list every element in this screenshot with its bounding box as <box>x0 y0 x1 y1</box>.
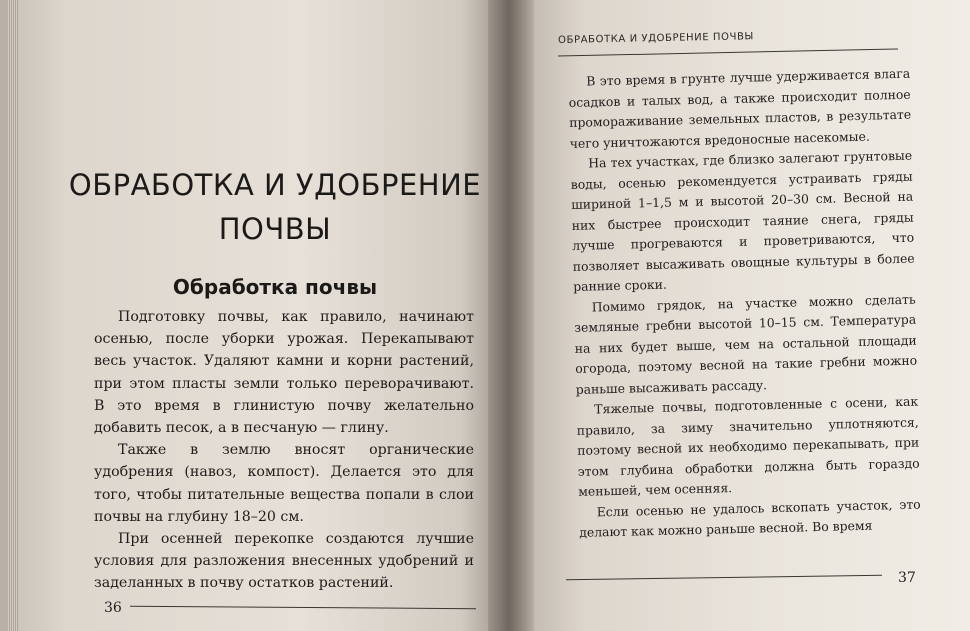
paragraph: На тех участках, где близко залегают грунтовые воды, осенью рекомендуется устраивать гряды шириной 1–1,5 м и высотой 20–30 см. Весной на них быстрее происходит таяние снега, гряды лучше прогреваются и проветриваются, что позволяет высаживать овощные культуры в более ранние сроки. <box>570 147 915 294</box>
chapter-title-line1: ОБРАБОТКА И УДОБРЕНИЕ <box>68 168 482 202</box>
paragraph: Подготовку почвы, как правило, начинают осенью, после уборки урожая. Перекапывают весь участок. Удаляют камни и корни растений, при этом пласты земли только переворачивают. В это время в глинистую почву желательно добавить песок, а в песчаную — глину. <box>94 309 474 437</box>
page-edge <box>8 0 18 631</box>
running-header: ОБРАБОТКА И УДОБРЕНИЕ ПОЧВЫ <box>558 31 755 46</box>
page-number-left: 36 <box>104 600 122 616</box>
chapter-title-line2: ПОЧВЫ <box>218 212 332 246</box>
left-page-body <box>94 306 474 595</box>
book-gutter <box>488 0 534 631</box>
paragraph: Тяжелые почвы, подготовленные с осени, как правило, за зиму значительно уплотняются, поэтому весной их необходимо перекапывать, при этом глубина обработки должна быть гораздо меньшей, чем осенняя. <box>576 393 920 499</box>
paragraph: В это время в грунте лучше удерживается влага осадков и талых вод, а также происходит полное промораживание земельных пластов, в результате чего уничтожаются вредоносные насекомые. <box>568 65 912 151</box>
paragraph: Помимо грядок, на участке можно сделать земляные гребни высотой 10–15 см. Температура на них будет выше, чем на остальной площади огорода, поэтому весной на такие гребни можно раньше высаживать рассаду. <box>574 291 918 397</box>
page-number-right: 37 <box>898 570 916 586</box>
section-title: Обработка почвы <box>172 275 378 299</box>
paragraph: Также в землю вносят органические удобрения (навоз, компост). Делается это для того, чтобы питательные вещества попали в слои почвы на глубину 18–20 см. <box>94 442 474 525</box>
right-page-body <box>568 64 921 544</box>
paragraph: Если осенью не удалось вскопать участок, это делают как можно раньше весной. Во время <box>579 496 921 540</box>
paragraph: При осенней перекопке создаются лучшие условия для разложения внесенных удобрений и заделанных в почву остатков растений. <box>94 531 474 592</box>
